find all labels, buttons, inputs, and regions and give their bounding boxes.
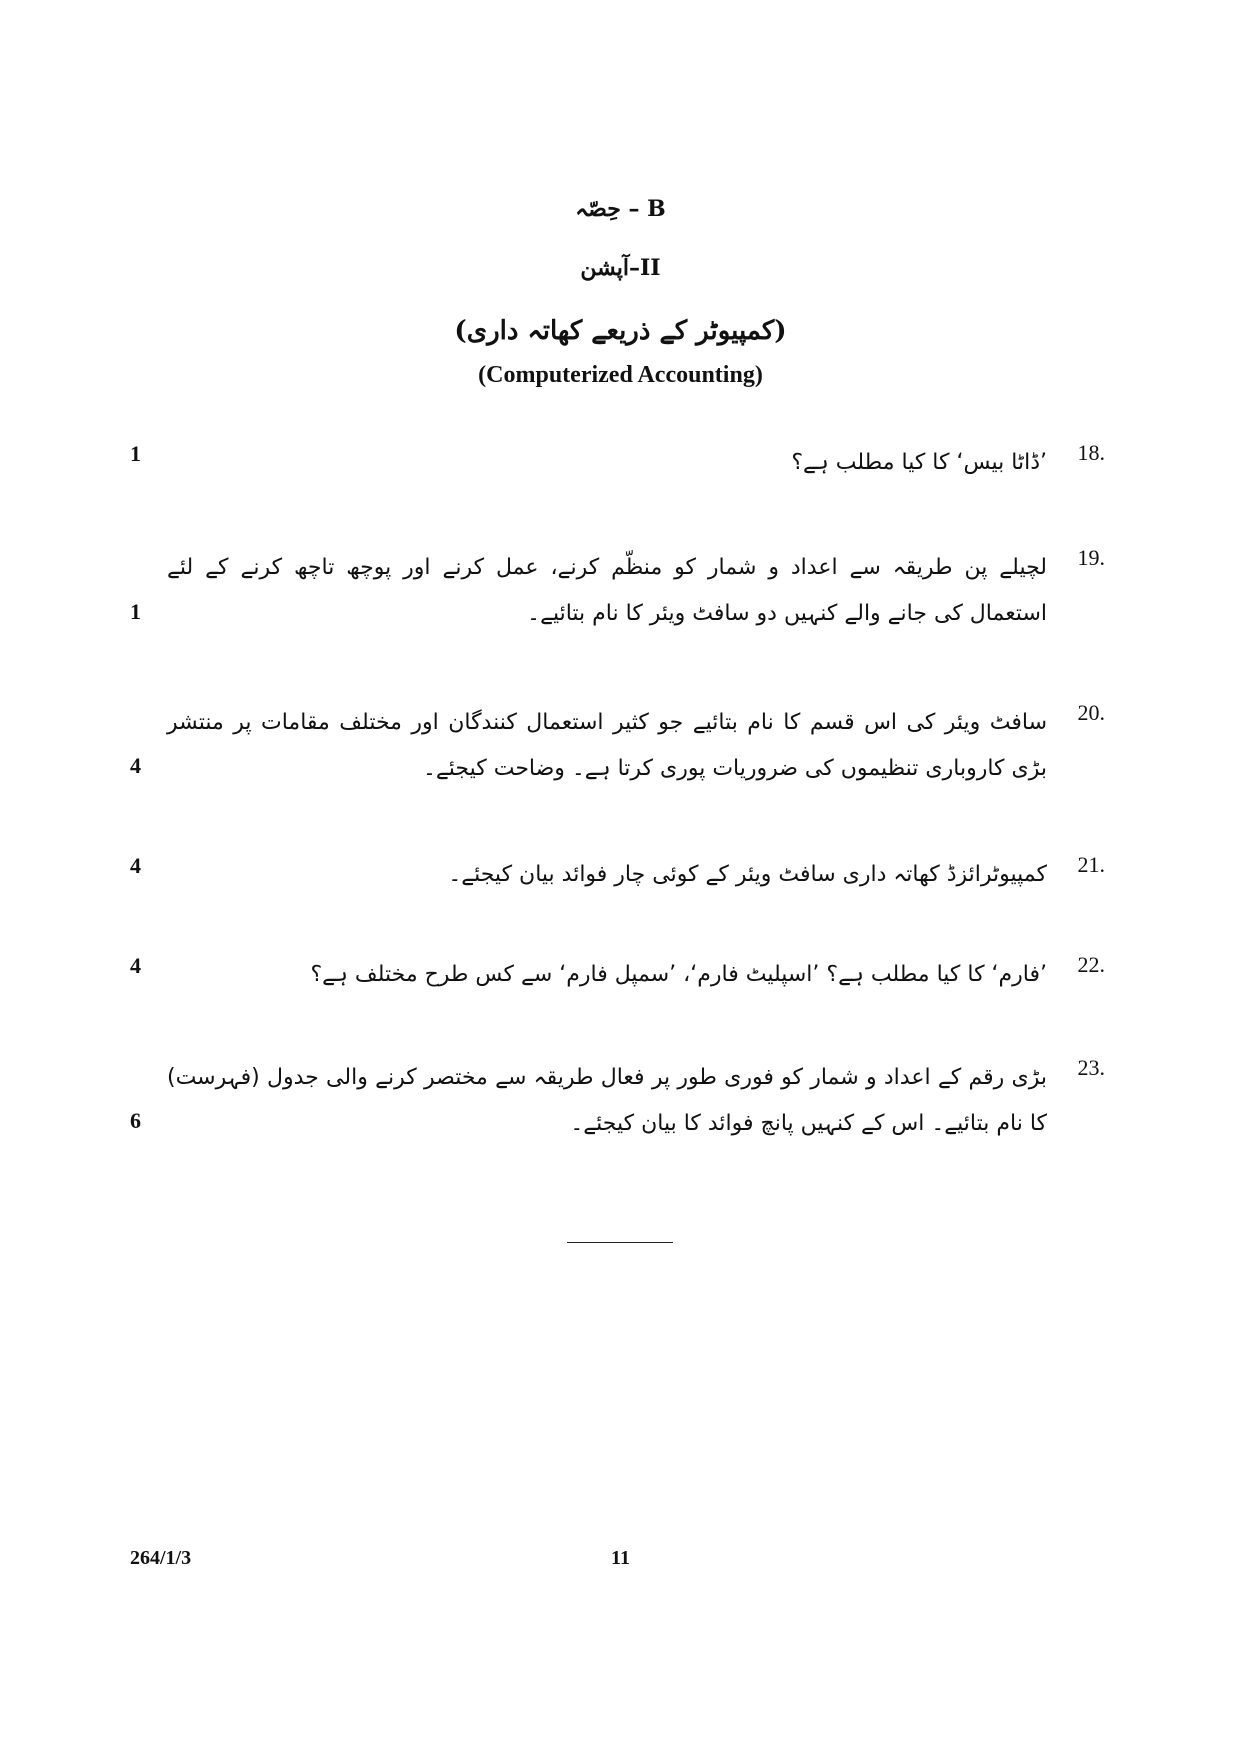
question-marks: 4 <box>130 753 141 778</box>
subject-title-english: (Computerized Accounting) <box>478 362 763 388</box>
question-text: کمپیوٹرائزڈ کھاتہ داری سافٹ ویئر کے کوئی چار فوائد بیان کیجئے۔ <box>448 862 1047 887</box>
question-number: 23. <box>1077 1055 1105 1080</box>
end-rule <box>567 1242 673 1243</box>
question-text: ’ڈاٹا بیس‘ کا کیا مطلب ہے؟ <box>791 450 1047 475</box>
question-number: 20. <box>1077 700 1105 725</box>
question-number: 22. <box>1077 952 1105 977</box>
question-text: لچیلے پن طریقہ سے اعداد و شمار کو منظّم کرنے، عمل کرنے اور پوچھ تاچھ کرنے کے لئے استعمال کی جانے والے کنہیں دو سافٹ ویئر کا نام بتائیے۔ <box>167 555 1047 626</box>
question-marks: 1 <box>130 599 141 624</box>
question-number: 19. <box>1077 545 1105 570</box>
page-number: 11 <box>611 1547 630 1569</box>
question-marks: 6 <box>130 1108 141 1133</box>
paper-code: 264/1/3 <box>130 1547 192 1569</box>
subject-title-urdu: (کمپیوٹر کے ذریعے کھاتہ داری) <box>454 316 787 346</box>
question-number: 21. <box>1077 852 1105 877</box>
option-heading: آپشن–II <box>580 255 661 281</box>
question-text: ’فارم‘ کا کیا مطلب ہے؟ ’اسپلیٹ فارم‘، ’سمپل فارم‘ سے کس طرح مختلف ہے؟ <box>310 962 1047 987</box>
question-marks: 4 <box>130 853 141 878</box>
section-heading: حِصّہ – B <box>575 196 666 222</box>
question-number: 18. <box>1077 440 1105 465</box>
question-marks: 4 <box>130 953 141 978</box>
question-marks: 1 <box>130 441 141 466</box>
question-text: بڑی رقم کے اعداد و شمار کو فوری طور پر فعال طریقہ سے مختصر کرنے والی جدول (فہرست) کا نام بتائیے۔ اس کے کنہیں پانچ فوائد کا بیان کیجئے۔ <box>167 1065 1047 1136</box>
question-text: سافٹ ویئر کی اس قسم کا نام بتائیے جو کثیر استعمال کنندگان اور مختلف مقامات پر منتشر بڑی کاروباری تنظیموں کی ضروریات پوری کرتا ہے۔ وضاحت کیجئے۔ <box>167 710 1047 781</box>
